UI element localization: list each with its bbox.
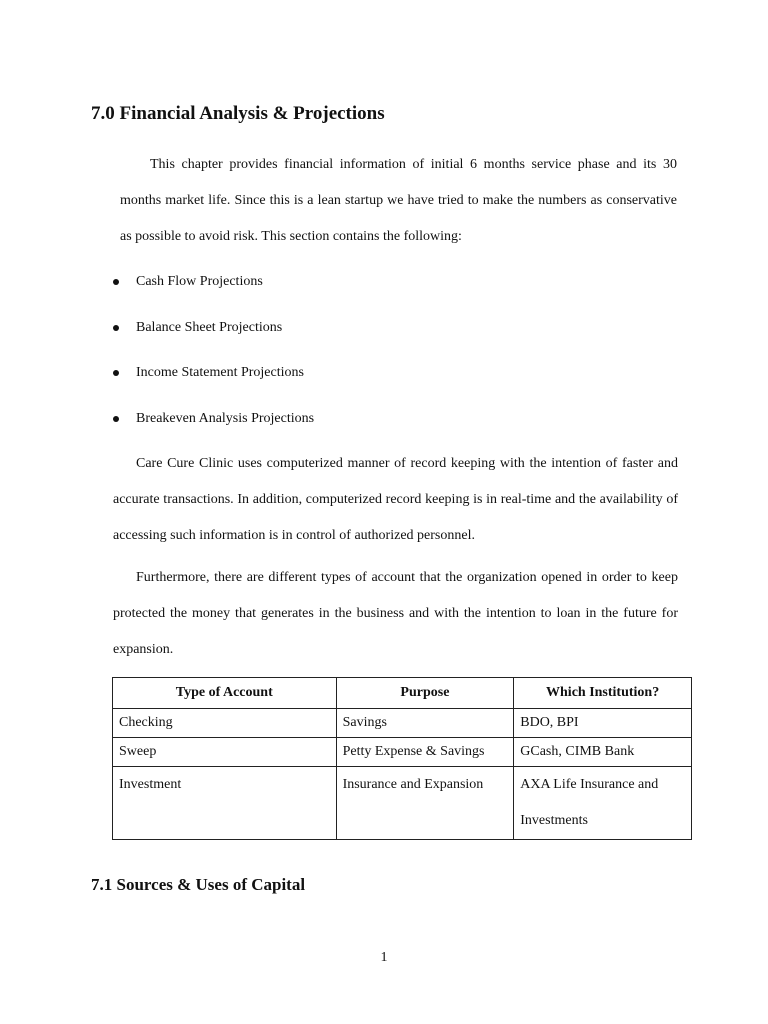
table-row xyxy=(113,767,692,840)
section-heading: 7.0 Financial Analysis & Projections xyxy=(91,103,385,124)
list-item-text: Breakeven Analysis Projections xyxy=(136,410,315,426)
subsection-heading: 7.1 Sources & Uses of Capital xyxy=(91,875,306,894)
bullet-icon xyxy=(113,279,119,285)
table-row xyxy=(113,709,692,738)
table-row xyxy=(113,738,692,767)
list-item-text: Cash Flow Projections xyxy=(136,274,263,289)
table-cell-purpose: Savings xyxy=(336,709,514,738)
record-keeping-paragraph: Care Cure Clinic uses computerized manner of record keeping with the intention of faster and accurate transactions. In addition, computerized record keeping is in real-time and the availability of accessing such information is in control of authorized personnel. xyxy=(113,456,678,543)
table-cell-purpose: Insurance and Expansion xyxy=(336,767,514,840)
table-cell-institution: BDO, BPI xyxy=(514,709,692,738)
table-cell-institution: GCash, CIMB Bank xyxy=(514,738,692,767)
bullet-icon xyxy=(113,325,119,331)
page-number: 1 xyxy=(380,950,388,965)
bullet-icon xyxy=(113,370,119,376)
table-header-row xyxy=(113,678,692,709)
table-cell-type: Checking xyxy=(113,709,337,738)
table-cell-institution: AXA Life Insurance and Investments xyxy=(514,767,692,840)
accounts-paragraph: Furthermore, there are different types of account that the organization opened in order to keep protected the money that generates in the business and with the intention to loan in the future for expansion. xyxy=(113,570,678,657)
table-cell-purpose: Petty Expense & Savings xyxy=(336,738,514,767)
list-item-text: Balance Sheet Projections xyxy=(136,319,283,335)
column-header-institution: Which Institution? xyxy=(514,678,692,709)
table-cell-type: Sweep xyxy=(113,738,337,767)
bullet-icon xyxy=(113,416,119,422)
accounts-table xyxy=(112,677,692,840)
column-header-type: Type of Account xyxy=(113,678,337,709)
intro-paragraph: This chapter provides financial information of initial 6 months service phase and its 30 months market life. Since this is a lean startup we have tried to make the numbers as conservative as possible to avoid risk. This section contains the following: xyxy=(120,157,677,244)
list-item-text: Income Statement Projections xyxy=(136,365,304,380)
column-header-purpose: Purpose xyxy=(336,678,514,709)
table-cell-type: Investment xyxy=(113,767,337,840)
